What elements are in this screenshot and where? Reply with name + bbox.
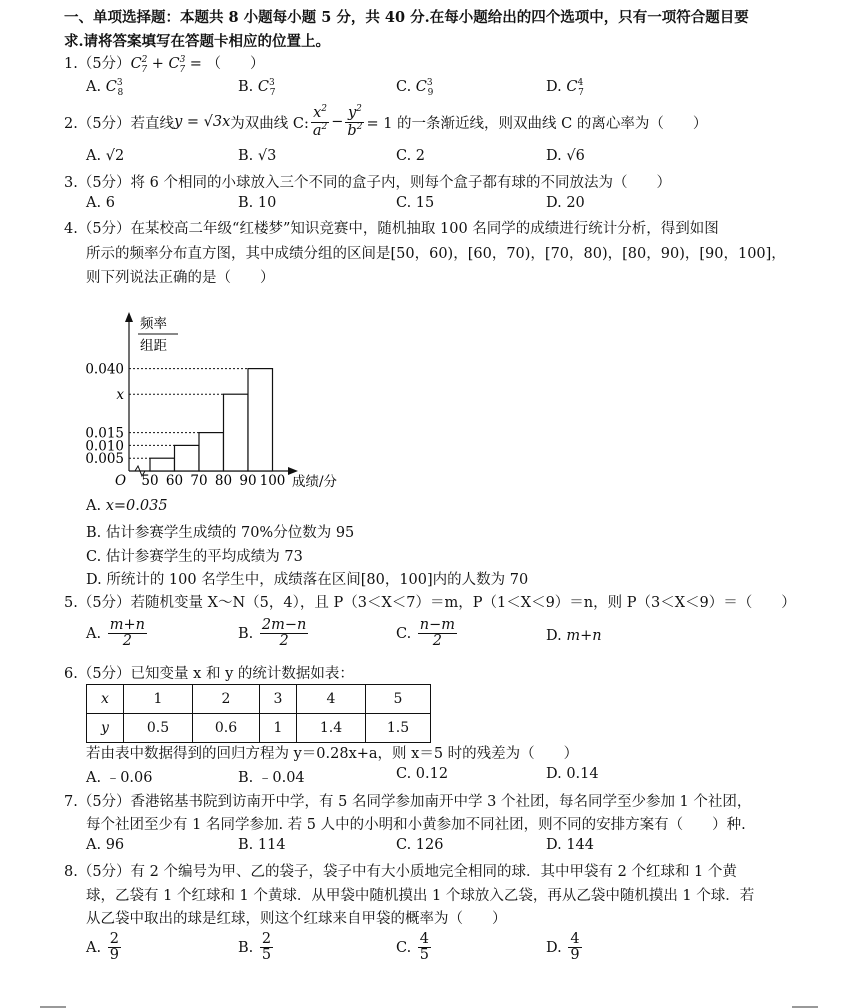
q3-stem: 3.（5分）将 6 个相同的小球放入三个不同的盒子内，则每个盒子都有球的不同放法为（ ）	[64, 175, 671, 191]
q1-option-a[interactable]: A. $C^3_8$	[86, 78, 124, 98]
table-cell: 1.4	[297, 714, 366, 743]
q8-option-c[interactable]: C. $\frac{4}{5}$	[396, 931, 430, 964]
q2-stem: 2.（5分）若直线 y = √3x 为双曲线 C: $\frac{x^2}{a^2}$ − $\frac{y^2}{b^2}$ = 1 的一条渐近线，则双曲线 C 的离心率为（ ）	[64, 104, 708, 139]
frequency-histogram	[80, 308, 380, 494]
histogram-bar	[224, 394, 249, 471]
q3-option-b[interactable]: B. 10	[238, 195, 277, 211]
q4-stem-line2: 所示的频率分布直方图，其中成绩分组的区间是[50，60)，[60，70)，[70，80)，[80，90)，[90，100]，	[86, 246, 786, 262]
table-cell: 5	[366, 685, 431, 714]
table-cell: 4	[297, 685, 366, 714]
y-axis-arrow	[125, 312, 133, 322]
q1-option-b[interactable]: B. $C^3_7$	[238, 78, 276, 98]
table-cell: 0.5	[124, 714, 193, 743]
histogram-bar	[248, 369, 273, 471]
histogram-bar	[199, 433, 224, 471]
section-header-line1: 一、单项选择题：本题共 8 小题每小题 5 分，共 40 分.在每小题给出的四个选项中，只有一项符合题目要	[64, 9, 749, 26]
q4-stem-line1: 4.（5分）在某校高二年级“红楼梦”知识竞赛中，随机抽取 100 名同学的成绩进行统计分析，得到如图	[64, 221, 719, 237]
q7-option-d[interactable]: D. 144	[546, 837, 595, 853]
q8-option-b[interactable]: B. $\frac{2}{5}$	[238, 931, 272, 964]
q5-option-b[interactable]: B. $\frac{2m-n}{2}$	[238, 617, 307, 650]
y-tick-label: 0.040	[85, 361, 124, 378]
q5-option-a[interactable]: A. $\frac{m+n}{2}$	[86, 617, 145, 650]
q5-option-c[interactable]: C. $\frac{n-m}{2}$	[396, 617, 456, 650]
x-tick-label: 100	[259, 473, 286, 489]
table-cell: 2	[193, 685, 260, 714]
y-tick-label: 0.005	[85, 451, 124, 468]
ylabel-denominator: 组距	[140, 338, 167, 354]
x-tick-label: 80	[214, 473, 233, 489]
q6-stem: 6.（5分）已知变量 x 和 y 的统计数据如表：	[64, 666, 354, 682]
q6-option-c[interactable]: C. 0.12	[396, 766, 449, 782]
q8-option-d[interactable]: D. $\frac{4}{9}$	[546, 931, 580, 964]
q7-option-c[interactable]: C. 126	[396, 837, 444, 853]
x-tick-label: 90	[239, 473, 257, 489]
x-tick-label: 60	[165, 473, 184, 489]
table-row	[87, 685, 431, 714]
x-tick-label: 70	[190, 473, 208, 489]
table-cell: 1	[124, 685, 193, 714]
q7-option-a[interactable]: A. 96	[86, 837, 125, 853]
section-header-line2: 求.请将答案填写在答题卡相应的位置上。	[64, 33, 331, 50]
q6-question: 若由表中数据得到的回归方程为 y＝0.28x+a，则 x＝5 时的残差为（ ）	[86, 746, 579, 762]
table-cell: 1.5	[366, 714, 431, 743]
q7-stem-line1: 7.（5分）香港铭基书院到访南开中学，有 5 名同学参加南开中学 3 个社团，每名同学至少参加 1 个社团，	[64, 794, 752, 810]
q8-stem-line1: 8.（5分）有 2 个编号为甲、乙的袋子，袋子中有大小质地完全相同的球．其中甲袋有 2 个红球和 1 个黄	[64, 864, 737, 880]
xlabel: 成绩/分	[292, 474, 338, 490]
q3-option-c[interactable]: C. 15	[396, 195, 435, 211]
table-cell: x	[87, 685, 124, 714]
q1-option-c[interactable]: C. $C^3_9$	[396, 78, 434, 98]
q6-option-d[interactable]: D. 0.14	[546, 766, 599, 782]
q8-option-a[interactable]: A. $\frac{2}{9}$	[86, 931, 119, 964]
ylabel-numerator: 频率	[140, 316, 167, 332]
table-cell: 3	[260, 685, 297, 714]
q4-stem-line3: 则下列说法正确的是（ ）	[86, 270, 275, 286]
q4-option-d[interactable]: D. 所统计的 100 名学生中，成绩落在区间[80，100]内的人数为 70	[86, 572, 529, 588]
q6-option-a[interactable]: A. ﹣0.06	[86, 770, 153, 786]
q8-stem-line2: 球，乙袋有 1 个红球和 1 个黄球．从甲袋中随机摸出 1 个球放入乙袋，再从乙袋中随机摸出 1 个球．若	[86, 888, 755, 904]
q3-option-a[interactable]: A. 6	[86, 195, 115, 211]
origin-label: O	[115, 473, 127, 489]
q7-stem-line2: 每个社团至少有 1 名同学参加. 若 5 人中的小明和小黄参加不同社团，则不同的安排方案有（ ）种.	[86, 817, 746, 833]
y-tick-label: 0.015	[85, 425, 124, 442]
x-tick-label: 50	[141, 473, 159, 489]
q6-data-table	[86, 684, 431, 743]
y-tick-label: x	[116, 387, 124, 404]
q8-stem-line3: 从乙袋中取出的球是红球，则这个红球来自甲袋的概率为（ ）	[86, 911, 507, 927]
q5-option-d[interactable]: D. m+n	[546, 628, 602, 644]
table-cell: y	[87, 714, 124, 743]
q6-option-b[interactable]: B. ﹣0.04	[238, 770, 305, 786]
q4-option-b[interactable]: B. 估计参赛学生成绩的 70%分位数为 95	[86, 525, 355, 541]
q2-option-b[interactable]: B. √3	[238, 148, 277, 164]
q3-option-d[interactable]: D. 20	[546, 195, 585, 211]
table-cell: 1	[260, 714, 297, 743]
q5-stem: 5.（5分）若随机变量 X～N（5，4），且 P（3＜X＜7）＝m，P（1＜X＜9）＝n，则 P（3＜X＜9）＝（ ）	[64, 595, 796, 611]
q4-option-c[interactable]: C. 估计参赛学生的平均成绩为 73	[86, 549, 303, 565]
q1-option-d[interactable]: D. $C^4_7$	[546, 78, 584, 98]
histogram-bar	[150, 458, 175, 471]
y-tick-label: 0.010	[85, 438, 124, 455]
table-cell: 0.6	[193, 714, 260, 743]
q4-option-a[interactable]: A. x=0.035	[86, 498, 168, 514]
q2-option-c[interactable]: C. 2	[396, 148, 426, 164]
q2-option-d[interactable]: D. √6	[546, 148, 585, 164]
table-row	[87, 714, 431, 743]
q1-stem: 1.（5分）$C^2_7 + C^3_7$ = （ ）	[64, 55, 265, 75]
histogram-bar	[175, 445, 200, 471]
q7-option-b[interactable]: B. 114	[238, 837, 286, 853]
q2-option-a[interactable]: A. √2	[86, 148, 125, 164]
